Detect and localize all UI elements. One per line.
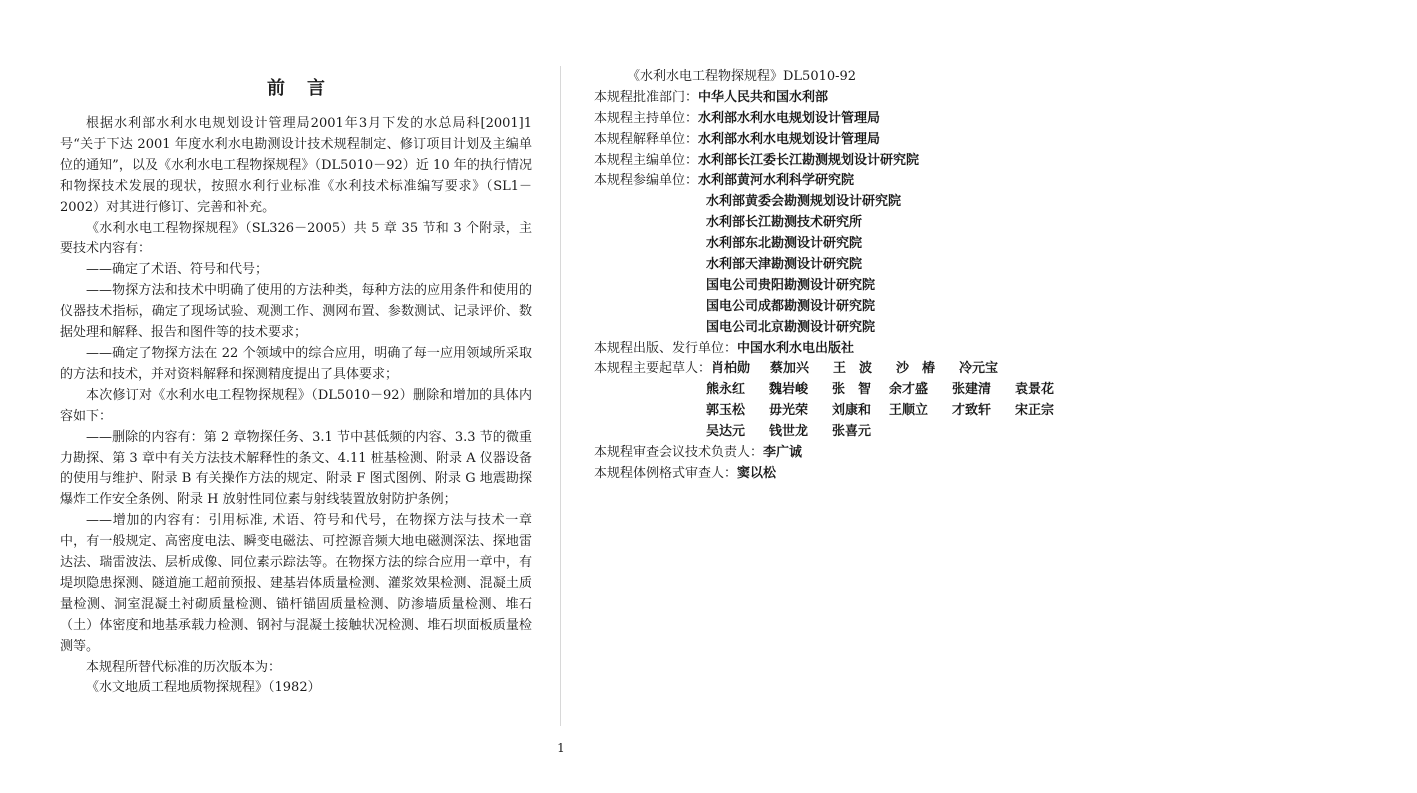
participant-unit: 水利部长江勘测技术研究所 xyxy=(706,215,863,231)
interpret-unit: 本规程解释单位：水利部水利水电规划设计管理局 xyxy=(594,131,881,147)
publisher: 本规程出版、发行单位：中国水利水电出版社 xyxy=(594,340,855,356)
preface-list-item: ——删除的内容有：第 2 章物探任务、3.1 节中甚低频的内容、3.3 节的微重力勘探、第 3 章中有关方法技术解释性的条文、4.11 桩基检测、附录 A 仪器设备的使用与维护、附录 B 有关操作方法的规定、附录 F 图式图例、附录 G 地震勘探爆炸工作安全条例、附录 H 放射性同位素与射线装置放射防护条例； xyxy=(60,429,532,508)
page-title: 前 言 xyxy=(267,78,325,99)
drafters-row: 吴达元 钱世龙 张喜元 xyxy=(706,424,872,440)
preface-paragraph: 根据水利部水利水电规划设计管理局2001年3月下发的水总局科[2001]1号“关于下达 2001 年度水利水电勘测设计技术规程制定、修订项目计划及主编单位的通知”，以及《水利水电工程物探规程》（DL5010－92）近 10 年的执行情况和物探技术发展的现状，按照水利行业标准《水利技术标准编写要求》（SL1－2002）对其进行修订、完善和补充。 xyxy=(60,116,532,215)
preface-column xyxy=(60,78,532,699)
preface-list-item: ——增加的内容有：引用标准, 术语、符号和代号，在物探方法与技术一章中，有一般规定、高密度电法、瞬变电磁法、可控源音频大地电磁测深法、探地雷达法、瑞雷波法、层析成像、同位素示踪法等。在物探方法的综合应用一章中，有堤坝隐患探测、隧道施工超前预报、建基岩体质量检测、灌浆效果检测、混凝土质量检测、洞室混凝土衬砌质量检测、锚杆锚固质量检测、防渗墙质量检测、堆石（土）体密度和地基承载力检测、钢衬与混凝土接触状况检测、堆石坝面板质量检测等。 xyxy=(60,513,532,654)
drafters-row: 本规程主要起草人：肖柏勋 蔡加兴 王 波 沙 椿 冷元宝 xyxy=(594,361,999,377)
preface-list-item: ——确定了术语、符号和代号； xyxy=(86,262,269,278)
drafters-row: 郭玉松 毋光荣 刘康和 王顺立 才致轩 宋正宗 xyxy=(706,403,1055,419)
participant-unit: 国电公司成都勘测设计研究院 xyxy=(706,298,876,314)
review-lead: 本规程审查会议技术负责人：李广诚 xyxy=(594,445,803,461)
participant-unit: 水利部天津勘测设计研究院 xyxy=(706,257,863,273)
column-divider xyxy=(560,66,561,726)
preface-paragraph: 本次修订对《水利水电工程物探规程》（DL5010－92）删除和增加的具体内容如下： xyxy=(60,387,532,424)
participant-unit: 国电公司贵阳勘测设计研究院 xyxy=(706,277,876,293)
participant-unit: 本规程参编单位：水利部黄河水利科学研究院 xyxy=(594,173,855,189)
previous-version: 《水利水电工程物探规程》DL5010-92 xyxy=(627,69,857,84)
preface-paragraph: 《水利水电工程物探规程》（SL326－2005）共 5 章 35 节和 3 个附录，主要技术内容有： xyxy=(60,220,532,257)
preface-list-item: ——物探方法和技术中明确了使用的方法种类，每种方法的应用条件和使用的仪器技术指标，确定了现场试验、观测工作、测网布置、参数测试、记录评价、数据处理和解释、报告和图件等的技术要求； xyxy=(60,283,532,341)
preface-list-item: ——确定了物探方法在 22 个领域中的综合应用，明确了每一应用领域所采取的方法和技术，并对资料解释和探测精度提出了具体要求； xyxy=(60,345,532,382)
chief-editor-unit: 本规程主编单位：水利部长江委长江勘测规划设计研究院 xyxy=(594,152,920,168)
participant-unit: 水利部东北勘测设计研究院 xyxy=(706,236,863,252)
preface-paragraph: 《水文地质工程地质物探规程》（1982） xyxy=(86,680,321,696)
participant-unit: 国电公司北京勘测设计研究院 xyxy=(706,319,876,335)
page-number: 1 xyxy=(557,741,565,755)
format-reviewer: 本规程体例格式审查人：窦以松 xyxy=(594,465,777,481)
credits-column xyxy=(594,67,1094,485)
participant-unit: 水利部黄委会勘测规划设计研究院 xyxy=(706,194,902,210)
preface-paragraph: 本规程所替代标准的历次版本为： xyxy=(86,659,282,675)
drafters-row: 熊永红 魏岩峻 张 智 余才盛 张建清 袁景花 xyxy=(706,382,1055,398)
host-unit: 本规程主持单位：水利部水利水电规划设计管理局 xyxy=(594,110,881,126)
approval-dept: 本规程批准部门：中华人民共和国水利部 xyxy=(594,89,829,105)
